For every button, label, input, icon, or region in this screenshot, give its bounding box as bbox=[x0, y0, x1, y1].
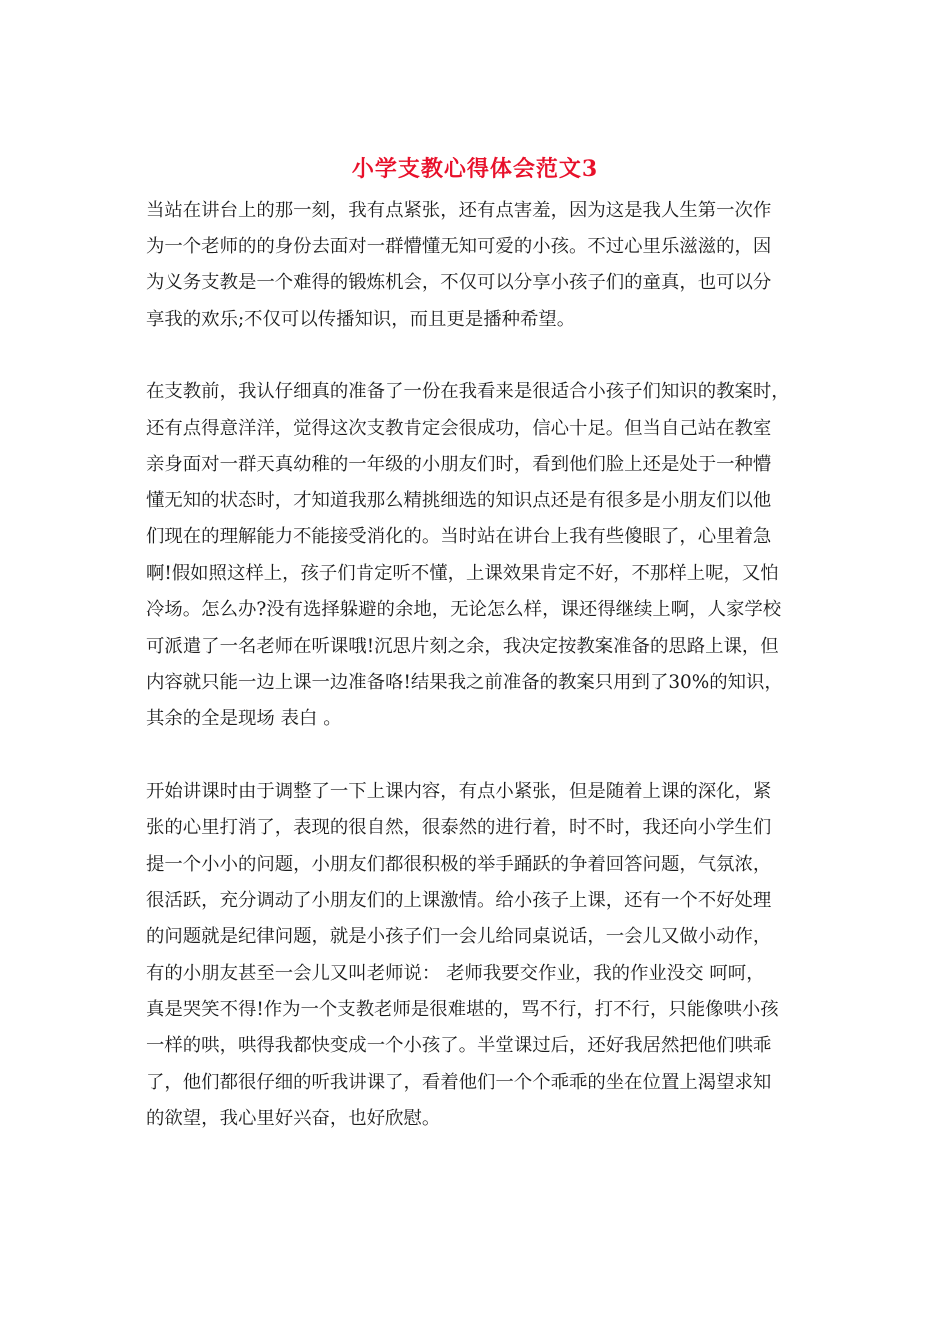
text-line: 真是哭笑不得!作为一个支教老师是很难堪的，骂不行，打不行，只能像哄小孩 bbox=[146, 999, 779, 1020]
text-line: 冷场。怎么办?没有选择躲避的余地，无论怎么样，课还得继续上啊，人家学校 bbox=[146, 599, 782, 620]
document-title: 小学支教心得体会范文3 bbox=[351, 156, 599, 182]
text-line: 懂无知的状态时，才知道我那么精挑细选的知识点还是有很多是小朋友们以他 bbox=[146, 490, 772, 511]
text-line: 了，他们都很仔细的听我讲课了，看着他们一个个乖乖的坐在位置上渴望求知 bbox=[146, 1072, 772, 1093]
text-line: 在支教前，我认仔细真的准备了一份在我看来是很适合小孩子们知识的教案时， bbox=[146, 381, 790, 402]
text-line: 有的小朋友甚至一会儿又叫老师说： 老师我要交作业，我的作业没交 呵呵， bbox=[146, 963, 765, 984]
text-line: 很活跃，充分调动了小朋友们的上课激情。给小孩子上课，还有一个不好处理 bbox=[146, 890, 772, 911]
text-line: 为一个老师的的身份去面对一群懵懂无知可爱的小孩。不过心里乐滋滋的，因 bbox=[146, 236, 772, 257]
text-line: 啊!假如照这样上，孩子们肯定听不懂，上课效果肯定不好，不那样上呢，又怕 bbox=[146, 563, 779, 584]
text-line: 内容就只能一边上课一边准备咯!结果我之前准备的教案只用到了30%的知识， bbox=[146, 672, 783, 693]
text-line: 其余的全是现场 表白 。 bbox=[146, 708, 342, 729]
text-line: 们现在的理解能力不能接受消化的。当时站在讲台上我有些傻眼了，心里着急 bbox=[146, 526, 772, 547]
text-line: 为义务支教是一个难得的锻炼机会，不仅可以分享小孩子们的童真，也可以分 bbox=[146, 272, 772, 293]
text-line: 提一个小小的问题，小朋友们都很积极的举手踊跃的争着回答问题，气氛浓， bbox=[146, 854, 772, 875]
text-line: 还有点得意洋洋，觉得这次支教肯定会很成功，信心十足。但当自己站在教室 bbox=[146, 418, 772, 439]
text-line: 可派遣了一名老师在听课哦!沉思片刻之余，我决定按教案准备的思路上课，但 bbox=[146, 636, 779, 657]
text-line: 的问题就是纪律问题，就是小孩子们一会儿给同桌说话，一会儿又做小动作， bbox=[146, 926, 772, 947]
text-line: 享我的欢乐;不仅可以传播知识，而且更是播种希望。 bbox=[146, 309, 576, 330]
text-line: 一样的哄，哄得我都快变成一个小孩了。半堂课过后，还好我居然把他们哄乖 bbox=[146, 1035, 772, 1056]
text-line: 的欲望，我心里好兴奋，也好欣慰。 bbox=[146, 1108, 441, 1129]
text-line: 张的心里打消了，表现的很自然，很泰然的进行着，时不时，我还向小学生们 bbox=[146, 817, 772, 838]
text-line: 开始讲课时由于调整了一下上课内容，有点小紧张，但是随着上课的深化，紧 bbox=[146, 781, 772, 802]
text-line: 当站在讲台上的那一刻，我有点紧张，还有点害羞，因为这是我人生第一次作 bbox=[146, 200, 772, 221]
text-line: 亲身面对一群天真幼稚的一年级的小朋友们时，看到他们脸上还是处于一种懵 bbox=[146, 454, 772, 475]
